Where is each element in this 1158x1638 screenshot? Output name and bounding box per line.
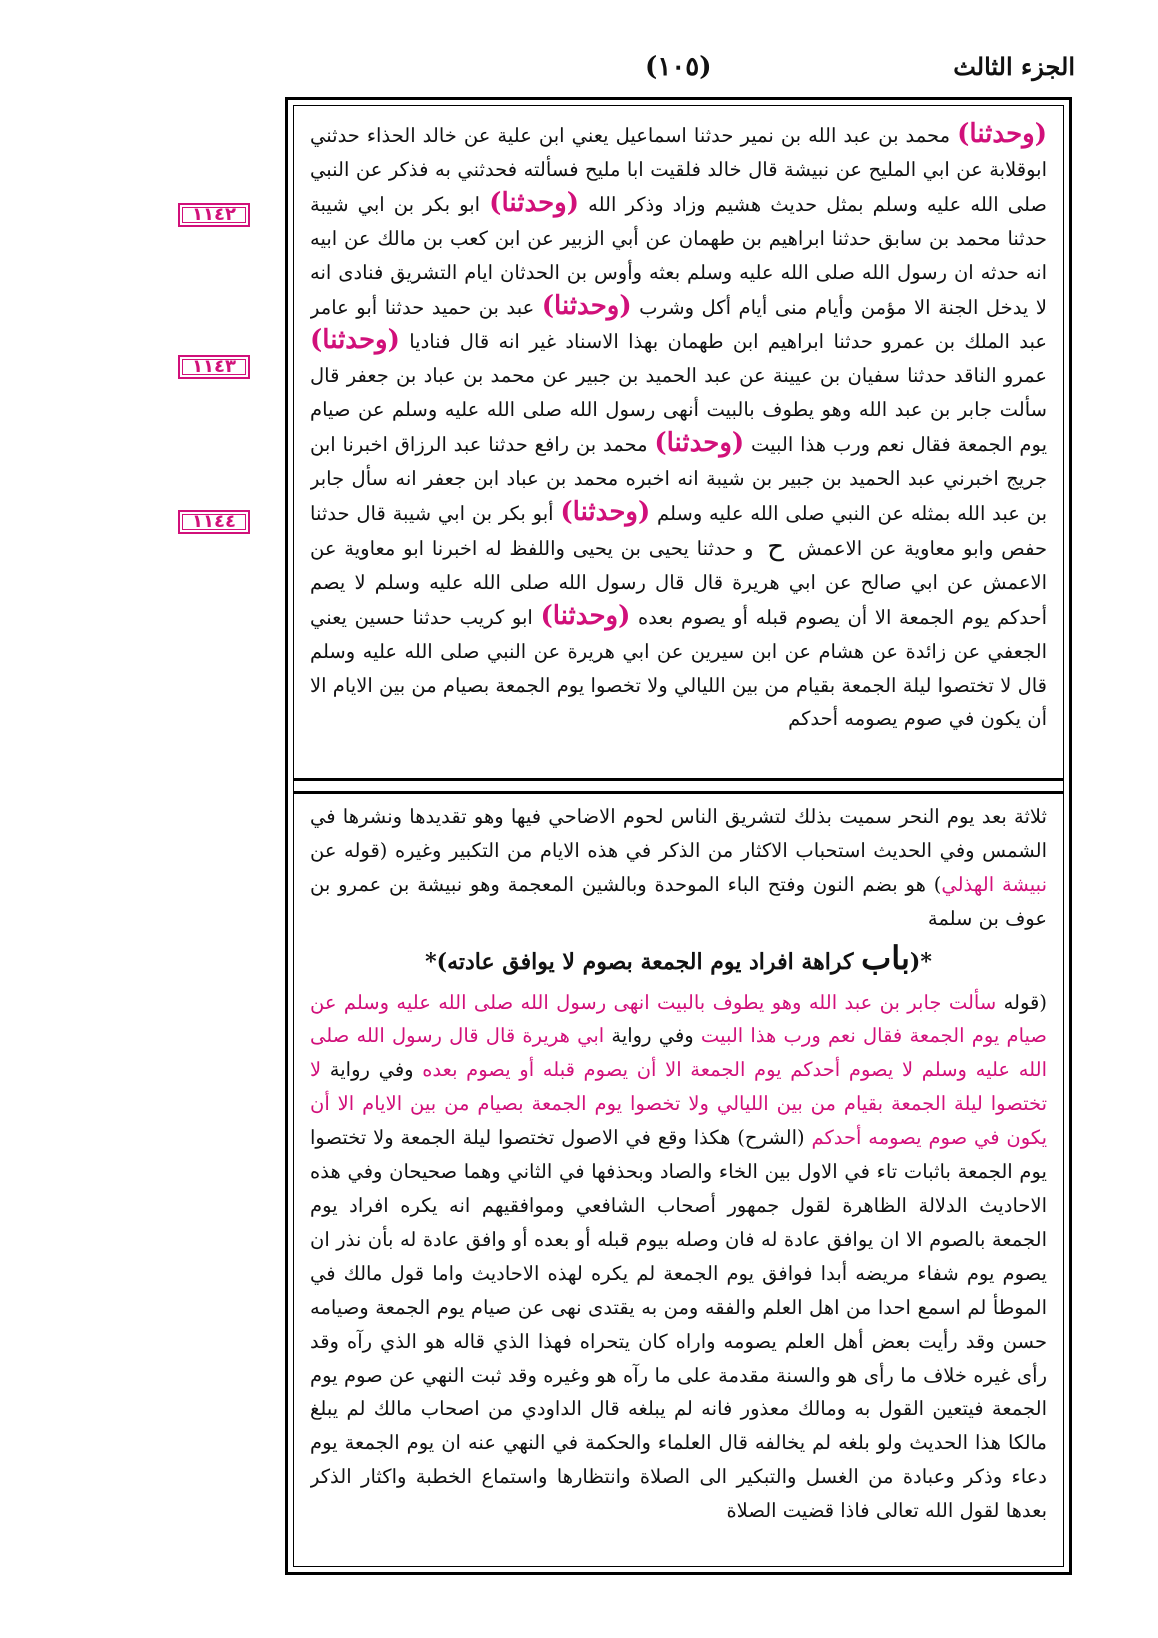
text-segment: (الشرح) هكذا وقع في الاصول تختصوا ليلة الجمعة ولا تختصوا يوم الجمعة باثبات تاء في الاول بين الخاء والصاد وبحذفها في الثاني وهما صحيحان وفي هذه الاحاديث الدلالة الظاهرة لقول جمهور أصحاب الشافعي وموافقيهم انه يكره افراد يوم الجمعة بالصوم الا ان يوافق عادة له فان وصله بيوم قبله أو بعده أو وافق عادة له بأن نذر ان يصوم يوم شفاء مريضه أبدا فوافق يوم الجمعة لم يكره لهذه الاحاديث واما قول مالك في الموطأ لم اسمع احدا من اهل العلم والفقه ومن به يقتدى نهى عن صيام يوم الجمعة وصيامه حسن وقد رأيت بعض أهل العلم يصومه واراه كان يتحراه فهذا الذي قاله هو الذي رآه وقد رأى غيره خلاف ما رأى هو والسنة مقدمة على ما رآه هو وغيره وقد ثبت النهي عن صوم يوم الجمعة فيتعين القول به ومالك معذور فانه لم يبلغه قال الداودي من اصحاب مالك لم يبلغ مالكا هذا الحديث ولو بلغه لم يخالفه قال العلماء والحكمة في النهي عنه ان يوم الجمعة يوم دعاء وذكر وعبادة من الغسل والتبكير الى الصلاة وانتظارها واستماع الخطبة واكثار الذكر بعدها لقول الله تعالى فاذا قضيت الصلاة: [310, 1126, 1047, 1523]
quoted-matn: نبيشة الهذلي: [941, 872, 1047, 896]
quoted-matn: ابي هريرة قال قال رسول الله صلى الله عليه وسلم لا يصوم أحدكم يوم الجمعة الا أن يصوم قبله أو يصوم بعده: [310, 1024, 1047, 1082]
hadith-number-box: [178, 355, 250, 379]
commentary-text: [310, 800, 1047, 1570]
page-frame-inner: [293, 105, 1064, 1567]
chapter-title-text: كراهة افراد يوم الجمعة بصوم لا يوافق عادته: [447, 948, 862, 975]
wahaddathana-keyword: (وحدثنا): [310, 325, 400, 356]
text-segment: (قوله: [996, 990, 1047, 1014]
text-segment: عبد بن حميد حدثنا أبو عامر عبد الملك بن عمرو حدثنا ابراهيم ابن طهمان بهذا الاسناد غير انه قال فناديا: [310, 295, 1047, 354]
text-segment: ابو كريب حدثنا حسين يعني الجعفي عن زائدة عن هشام عن ابن سيرين عن ابي هريرة عن النبي صلى الله عليه وسلم قال لا تختصوا ليلة الجمعة بقيام من بين الليالي ولا تخصوا يوم الجمعة بصيام من بين الايام الا أن يكون في صوم يصومه أحدكم: [310, 605, 1047, 731]
wahaddathana-keyword: (وحدثنا): [957, 119, 1047, 149]
chapter-title-word: باب: [861, 938, 910, 977]
text-segment: أبو بكر بن ابي شيبة قال حدثنا حفص وابو معاوية عن الاعمش: [310, 501, 1047, 560]
commentary-paragraph: [310, 986, 1047, 1529]
hadith-number-box: [178, 510, 250, 534]
wahaddathana-keyword: (وحدثنا): [654, 428, 745, 459]
text-segment: ابو بكر بن ابي شيبة حدثنا محمد بن سابق حدثنا ابراهيم بن طهمان عن أبي الزبير عن ابن كعب بن مالك عن ابيه انه حدثه ان رسول الله صلى الله عليه وسلم بعثه وأوس بن الحدثان ايام التشريق فنادى انه لا يدخل الجنة الا مؤمن وأيام منى أيام أكل وشرب: [310, 192, 1047, 319]
hadith-text: [310, 118, 1047, 768]
part-title: الجزء الثالث: [953, 52, 1075, 81]
wahaddathana-keyword: (وحدثنا): [560, 496, 651, 527]
text-segment: وفي رواية: [604, 1024, 701, 1048]
hadith-number: ١١٤٢: [192, 204, 236, 225]
hadith-number-box: [178, 203, 250, 227]
section-separator: [294, 778, 1063, 794]
text-segment: عمرو الناقد حدثنا سفيان بن عيينة عن عبد الحميد بن جبير عن محمد بن عباد بن جعفر قال سألت جابر بن عبد الله وهو يطوف بالبيت أنهى رسول الله صلى الله عليه وسلم عن صيام يوم الجمعة فقال نعم ورب هذا البيت: [310, 364, 1047, 457]
wahaddathana-keyword: (وحدثنا): [540, 600, 631, 631]
hadith-number: ١١٤٤: [192, 511, 236, 532]
page-number: (١٠٥): [645, 52, 712, 82]
text-segment: ثلاثة بعد يوم النحر سميت بذلك لتشريق الناس لحوم الاضاحي فيها وهو تقديدها ونشرها في الشمس وفي الحديث استحباب الاكثار من الذكر في هذه الايام من التكبير وغيره (قوله عن: [310, 805, 1047, 862]
quoted-matn: لا تختصوا ليلة الجمعة بقيام من بين الليالي ولا تخصوا يوم الجمعة بصيام من بين الايام الا أن يكون في صوم يصومه أحدكم: [310, 1058, 1047, 1150]
text-segment: محمد بن عبد الله بن نمير حدثنا اسماعيل يعني ابن علية عن خالد الحذاء حدثني ابوقلابة عن ابي المليح عن نبيشة قال خالد فلقيت ابا مليح فسألته فحدثني به فذكر عن النبي صلى الله عليه وسلم بمثل حديث هشيم وزاد وذكر الله: [310, 124, 1047, 216]
text-segment: و حدثنا يحيى بن يحيى واللفظ له اخبرنا ابو معاوية عن الاعمش عن ابي صالح عن ابي هريرة قال قال رسول الله صلى الله عليه وسلم لا يصم أحدكم يوم الجمعة الا أن يصوم قبله أو يصوم بعده: [310, 536, 1047, 629]
hadith-number: ١١٤٣: [192, 356, 236, 377]
quoted-matn: سألت جابر بن عبد الله وهو يطوف بالبيت انهى رسول الله صلى الله عليه وسلم عن صيام يوم الجمعة فقال نعم ورب هذا البيت: [310, 990, 1047, 1048]
wahaddathana-keyword: (وحدثنا): [489, 187, 580, 218]
text-segment: ) هو بضم النون وفتح الباء الموحدة وبالشين المعجمة وهو نبيشة بن عمرو بن عوف بن سلمة: [310, 872, 1047, 930]
chapter-title: *(باب كراهة افراد يوم الجمعة بصوم لا يوافق عادته)*: [425, 938, 932, 977]
text-segment: محمد بن رافع حدثنا عبد الرزاق اخبرنا ابن جريج اخبرني عبد الحميد بن جبير بن شيبة انه اخبره محمد بن عباد ابن جعفر انه سأل جابر بن عبد الله بمثله عن النبي صلى الله عليه وسلم: [310, 433, 1047, 525]
page-header: [285, 48, 1075, 88]
wahaddathana-keyword: (وحدثنا): [541, 290, 632, 321]
commentary-paragraph: [310, 800, 1047, 936]
tahwil-symbol: ح: [767, 531, 785, 562]
text-segment: وفي رواية: [321, 1058, 423, 1082]
page-frame: [285, 97, 1072, 1575]
